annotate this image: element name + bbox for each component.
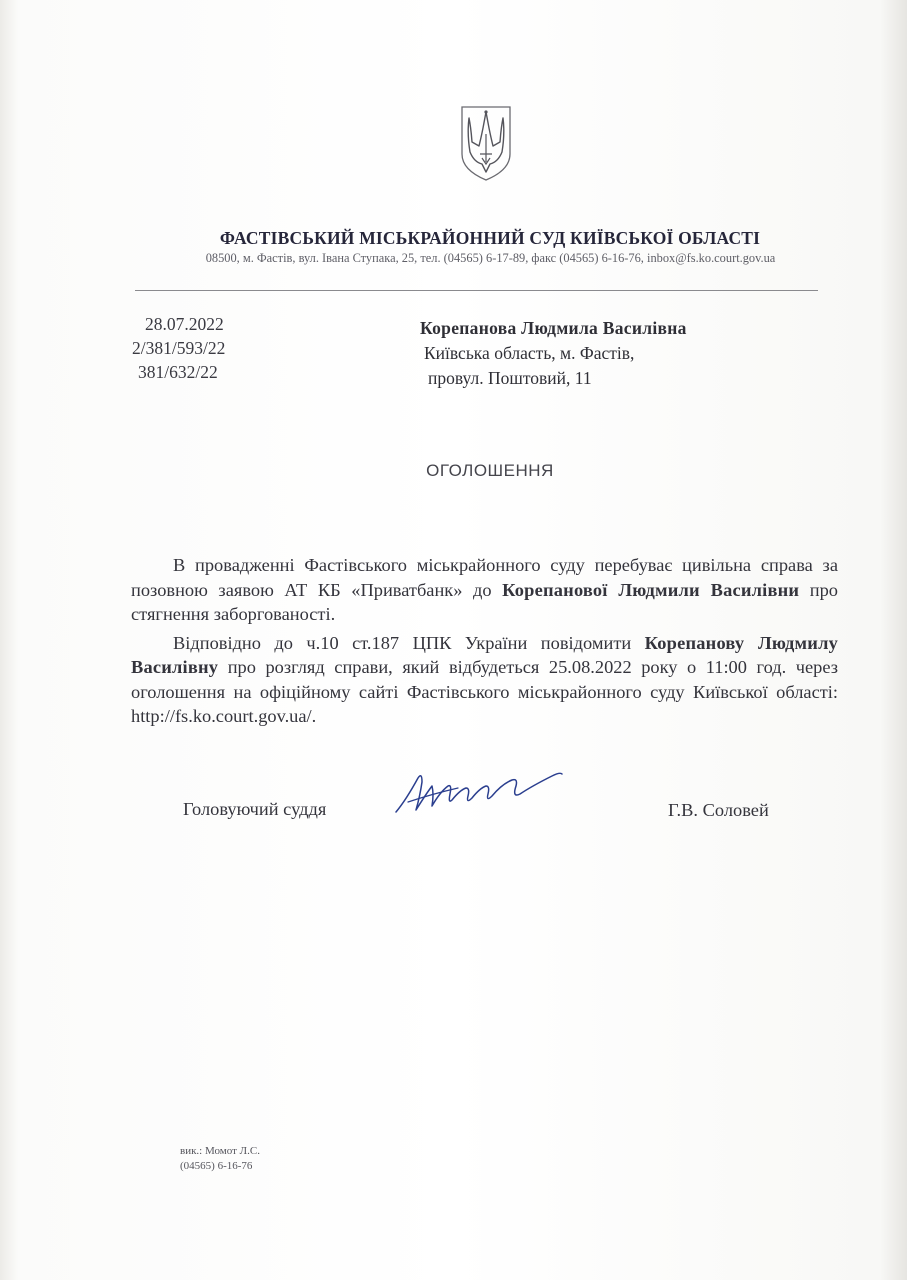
handwritten-signature — [392, 764, 564, 820]
header-divider — [135, 290, 818, 291]
body-paragraph-2 — [131, 631, 838, 729]
p2-text-end: про розгляд справи, який відбудеться 25.08.2022 року о 11:00 год. через оголошення на офіційному сайті Фастівського міськрайонного суду Київської області: http://fs.ko.court.gov.ua/. — [131, 657, 838, 726]
footer-executor — [180, 1144, 260, 1174]
case-number: 2/381/593/22 — [132, 338, 226, 358]
document-meta — [128, 312, 268, 384]
body-paragraph-1 — [131, 553, 838, 627]
signer-name: Г.В. Соловей — [668, 800, 769, 820]
recipient-address-line2: провул. Поштовий, 11 — [428, 368, 592, 388]
defendant-name-genitive: Корепанової Людмили Василівни — [502, 579, 800, 600]
recipient-name: Корепанова Людмила Василівна — [420, 318, 687, 338]
court-name: ФАСТІВСЬКИЙ МІСЬКРАЙОННИЙ СУД КИЇВСЬКОЇ ОБЛАСТІ — [219, 228, 761, 248]
executor-phone: (04565) 6-16-76 — [180, 1160, 253, 1172]
recipient-address-line1: Київська область, м. Фастів, — [424, 343, 635, 363]
p2-text-start: Відповідно до ч.10 ст.187 ЦПК України повідомити — [173, 632, 645, 653]
document-date: 28.07.2022 — [145, 314, 224, 334]
recipient-block — [420, 316, 840, 391]
document-title: ОГОЛОШЕННЯ — [426, 461, 554, 480]
coat-of-arms-icon — [458, 104, 514, 182]
p1-text-start: В провадженні Фастівського міськрайонного суду перебуває цивільна справа за позовною заявою АТ КБ «Приватбанк» до — [131, 555, 838, 600]
court-address: 08500, м. Фастів, вул. Івана Ступака, 25, тел. (04565) 6-17-89, факс (04565) 6-16-76, inbox@fs.ko.court.gov.ua — [205, 251, 776, 265]
executor-name: вик.: Момот Л.С. — [180, 1145, 260, 1157]
reference-number: 381/632/22 — [138, 362, 218, 382]
document-body — [131, 553, 838, 733]
signer-role: Головуючий суддя — [183, 799, 327, 819]
defendant-name-accusative: Корепанову Людмилу Василівну — [131, 632, 838, 677]
p1-text-end: про стягнення заборгованості. — [131, 579, 838, 624]
